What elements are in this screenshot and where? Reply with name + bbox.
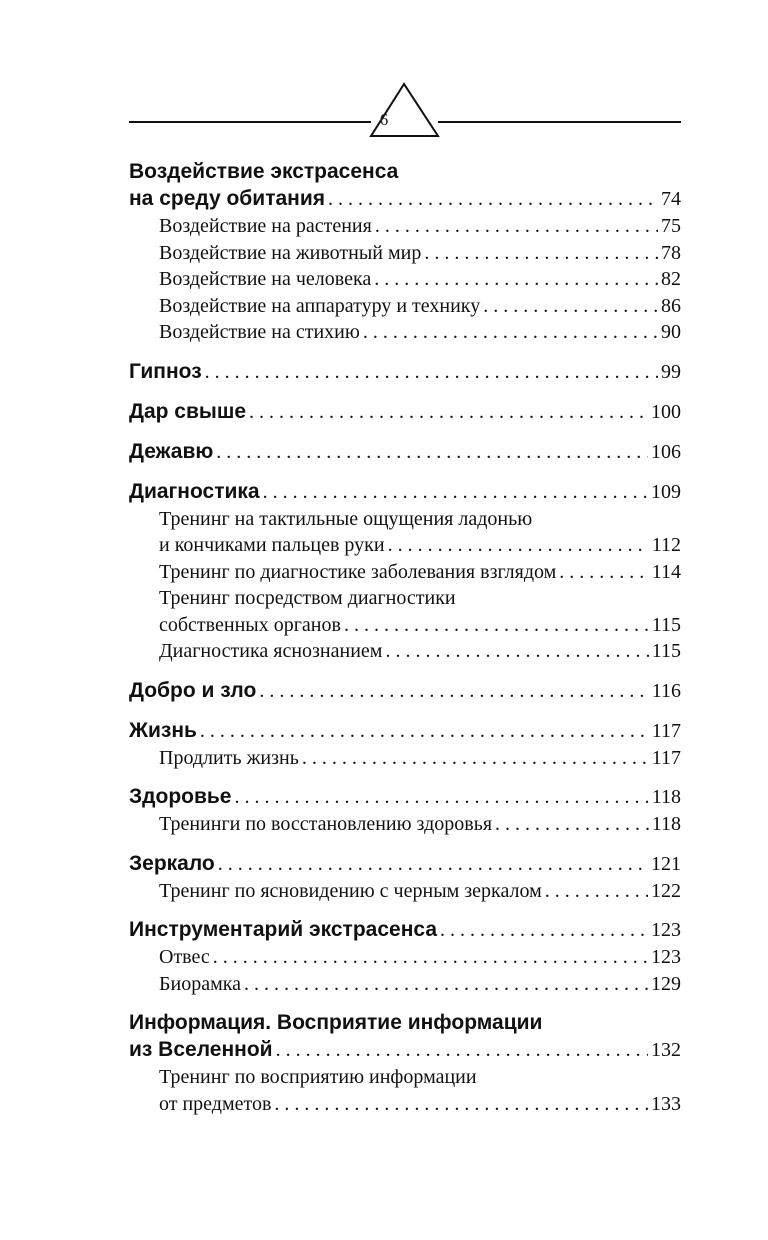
dot-leader bbox=[424, 240, 658, 267]
table-of-contents bbox=[129, 158, 681, 1129]
dot-leader bbox=[363, 319, 658, 346]
section-title: Диагностика bbox=[129, 479, 260, 503]
page-ref: 117 bbox=[651, 719, 681, 742]
toc-sub-entry[interactable] bbox=[129, 878, 681, 905]
page-ref: 118 bbox=[651, 786, 681, 808]
page-ref: 115 bbox=[651, 613, 681, 636]
dot-leader bbox=[263, 479, 648, 506]
dot-leader bbox=[218, 851, 648, 878]
page-ref: 109 bbox=[651, 480, 681, 503]
subsection-title: Диагностика яснознанием bbox=[159, 640, 383, 662]
toc-sub-entry[interactable] bbox=[129, 266, 681, 293]
section-title: Добро и зло bbox=[129, 678, 257, 702]
dot-leader bbox=[328, 186, 658, 213]
dot-leader bbox=[213, 944, 648, 971]
subsection-title: Биорамка bbox=[159, 972, 242, 995]
toc-main-entry[interactable] bbox=[129, 398, 681, 426]
toc-main-entry[interactable] bbox=[129, 717, 681, 745]
page-ref: 106 bbox=[651, 440, 681, 463]
toc-main-entry[interactable] bbox=[129, 478, 681, 506]
toc-section bbox=[129, 478, 681, 665]
dot-leader bbox=[344, 612, 649, 639]
toc-section bbox=[129, 1009, 681, 1117]
dot-leader bbox=[375, 213, 658, 240]
page-ref: 117 bbox=[651, 746, 681, 769]
dot-leader bbox=[483, 293, 658, 320]
toc-sub-entry[interactable] bbox=[129, 559, 681, 586]
dot-leader bbox=[388, 532, 649, 559]
section-title: Зеркало bbox=[129, 851, 215, 875]
page-ref: 123 bbox=[651, 919, 681, 941]
toc-sub-entry[interactable] bbox=[129, 532, 681, 559]
toc-sub-entry[interactable] bbox=[129, 293, 681, 320]
page-ref: 118 bbox=[651, 813, 681, 835]
page-ref: 74 bbox=[661, 188, 681, 210]
toc-main-entry[interactable] bbox=[129, 185, 681, 213]
toc-main-entry[interactable] bbox=[129, 438, 681, 466]
toc-sub-entry[interactable] bbox=[129, 1091, 681, 1118]
toc-sub-entry[interactable] bbox=[129, 811, 681, 838]
toc-section bbox=[129, 717, 681, 772]
page-number: 6 bbox=[379, 110, 389, 129]
section-title: Дежавю bbox=[129, 439, 214, 463]
toc-sub-entry[interactable] bbox=[129, 213, 681, 240]
page-ref: 115 bbox=[651, 640, 681, 662]
dot-leader bbox=[374, 266, 658, 293]
page-ref: 114 bbox=[651, 560, 681, 583]
toc-main-entry[interactable] bbox=[129, 677, 681, 705]
subsection-title-line: Тренинг по восприятию информации bbox=[159, 1066, 477, 1088]
section-title: Жизнь bbox=[129, 718, 197, 742]
dot-leader bbox=[302, 745, 649, 772]
dot-leader bbox=[274, 1091, 648, 1118]
subsection-title: Тренинг по ясновидению с черным зеркалом bbox=[159, 879, 542, 902]
subsection-title: Воздействие на аппаратуру и технику bbox=[159, 294, 481, 317]
toc-main-entry[interactable] bbox=[129, 358, 681, 386]
section-title: Инструментарий экстрасенса bbox=[129, 918, 437, 941]
page-ref: 90 bbox=[661, 321, 681, 343]
subsection-title: Отвес bbox=[159, 946, 210, 968]
toc-section bbox=[129, 783, 681, 838]
toc-sub-entry[interactable] bbox=[129, 638, 681, 665]
dot-leader bbox=[559, 559, 648, 586]
toc-main-entry[interactable] bbox=[129, 783, 681, 811]
dot-leader bbox=[276, 1037, 648, 1064]
dot-leader bbox=[545, 878, 648, 905]
section-title-line: Информация. Восприятие информации bbox=[129, 1011, 543, 1034]
subsection-title: Воздействие на человека bbox=[159, 268, 372, 290]
page-header bbox=[0, 0, 768, 150]
page-ref: 121 bbox=[651, 852, 681, 875]
subsection-title-line: Тренинг посредством диагностики bbox=[159, 587, 456, 609]
page-ref: 82 bbox=[661, 268, 681, 290]
toc-sub-entry[interactable] bbox=[129, 745, 681, 772]
subsection-title: Продлить жизнь bbox=[159, 746, 299, 769]
page-ref: 123 bbox=[651, 946, 681, 968]
dot-leader bbox=[200, 718, 649, 745]
dot-leader bbox=[440, 917, 648, 944]
toc-sub-entry[interactable] bbox=[129, 971, 681, 998]
toc-main-entry[interactable] bbox=[129, 1036, 681, 1064]
page-ref: 75 bbox=[661, 215, 681, 237]
toc-section bbox=[129, 398, 681, 426]
toc-section bbox=[129, 850, 681, 905]
dot-leader bbox=[205, 359, 658, 386]
page-ref: 86 bbox=[661, 294, 681, 317]
subsection-title: и кончиками пальцев руки bbox=[159, 534, 385, 556]
page-ref: 116 bbox=[651, 679, 681, 702]
section-title: на среду обитания bbox=[129, 187, 326, 210]
dot-leader bbox=[216, 439, 648, 466]
subsection-title: Тренинги по восстановлению здоровья bbox=[159, 813, 493, 835]
dot-leader bbox=[249, 399, 648, 426]
page-ref: 122 bbox=[651, 879, 681, 902]
toc-section bbox=[129, 677, 681, 705]
section-title: Дар свыше bbox=[129, 399, 247, 423]
section-title-line: Воздействие экстрасенса bbox=[129, 160, 399, 183]
dot-leader bbox=[259, 678, 648, 705]
subsection-title-line: Тренинг на тактильные ощущения ладонью bbox=[159, 507, 533, 530]
subsection-title: Тренинг по диагностике заболевания взглядом bbox=[159, 560, 557, 583]
toc-section bbox=[129, 158, 681, 346]
page-ref: 133 bbox=[651, 1092, 681, 1115]
dot-leader bbox=[234, 784, 648, 811]
toc-section bbox=[129, 358, 681, 386]
subsection-title: Воздействие на стихию bbox=[159, 321, 360, 343]
section-title: Здоровье bbox=[129, 785, 232, 808]
page-ref: 78 bbox=[661, 241, 681, 264]
toc-main-entry[interactable] bbox=[129, 850, 681, 878]
section-title: Гипноз bbox=[129, 359, 202, 383]
page-ref: 112 bbox=[651, 534, 681, 556]
page-ref: 99 bbox=[661, 360, 681, 383]
page-ref: 100 bbox=[651, 400, 681, 423]
subsection-title: Воздействие на животный мир bbox=[159, 241, 422, 264]
dot-leader bbox=[244, 971, 648, 998]
subsection-title: Воздействие на растения bbox=[159, 215, 372, 237]
toc-sub-entry[interactable] bbox=[129, 944, 681, 971]
subsection-title: собственных органов bbox=[159, 613, 341, 636]
toc-section bbox=[129, 916, 681, 997]
toc-section bbox=[129, 438, 681, 466]
toc-sub-entry[interactable] bbox=[129, 319, 681, 346]
section-title: из Вселенной bbox=[129, 1038, 273, 1061]
toc-main-entry[interactable] bbox=[129, 916, 681, 944]
toc-sub-entry[interactable] bbox=[129, 240, 681, 267]
subsection-title: от предметов bbox=[159, 1092, 272, 1115]
page-ref: 129 bbox=[651, 972, 681, 995]
page-ref: 132 bbox=[651, 1039, 681, 1061]
dot-leader bbox=[385, 638, 648, 665]
toc-sub-entry[interactable] bbox=[129, 612, 681, 639]
dot-leader bbox=[495, 811, 649, 838]
